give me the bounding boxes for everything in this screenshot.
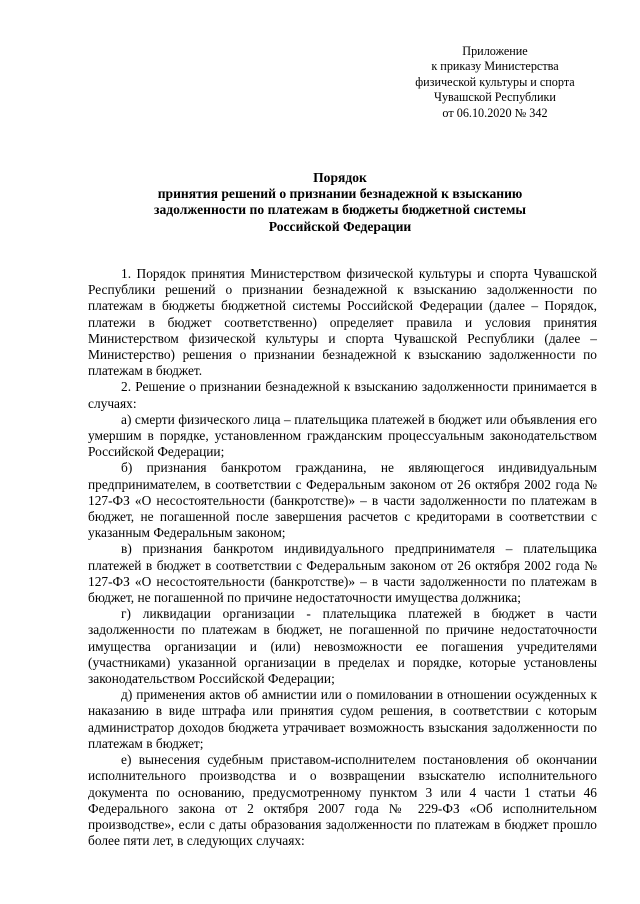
document-title (140, 170, 540, 235)
appendix-line: к приказу Министерства (431, 59, 559, 74)
paragraph-2v: в) признания банкротом индивидуального предпринимателя – плательщика платежей в бюджет в соответствии с Федеральным законом от 26 октября 2002 года № 127-ФЗ «О несостоятельности (банкротстве)» – в части задолженности по платежам в бюджет, не погашенной по причине недостаточности имущества должника; (88, 541, 597, 606)
paragraph-2b: б) признания банкротом гражданина, не являющегося индивидуальным предпринимателем, в соответствии с Федеральным законом от 26 октября 2002 года № 127-ФЗ «О несостоятельности (банкротстве)» – в части задолженности по платежам в бюджет, не погашенной после завершения расчетов с кредиторами в соответствии с указанным Федеральным законом; (88, 460, 597, 541)
paragraph-2g: г) ликвидации организации - плательщика платежей в бюджет в части задолженности по платежам в бюджет, не погашенной по причине недостаточности имущества организации и (или) невозможности ее погашения учредителями (участниками) указанной организации в пределах и порядке, которые установлены законодательством Российской Федерации; (88, 606, 597, 687)
paragraph-1: 1. Порядок принятия Министерством физической культуры и спорта Чувашской Республики решений о признании безнадежной к взысканию задолженности по платежам в бюджеты бюджетной системы Российской Федерации (далее – Порядок, платежи в бюджет соответственно) определяет правила и условия принятия Министерством физической культуры и спорта Чувашской Республики (далее – Министерство) решения о признании безнадежной к взысканию задолженности по платежам в бюджет. (88, 266, 597, 379)
paragraph-2: 2. Решение о признании безнадежной к взысканию задолженности принимается в случаях: (88, 379, 597, 411)
paragraph-2e: е) вынесения судебным приставом-исполнителем постановления об окончании исполнительного производства и о возвращении взыскателю исполнительного документа по основанию, предусмотренному пунктом 3 или 4 части 1 статьи 46 Федерального закона от 2 октября 2007 года № 229-ФЗ «Об исполнительном производстве», если с даты образования задолженности по платежам в бюджет прошло более пяти лет, в следующих случаях: (88, 752, 597, 849)
title-line: Порядок (313, 170, 367, 185)
appendix-header (400, 44, 590, 121)
document-body (88, 266, 597, 849)
appendix-line: физической культуры и спорта (415, 74, 575, 89)
title-line: принятия решений о признании безнадежной к взысканию (157, 186, 523, 202)
appendix-line: Приложение (462, 44, 528, 58)
title-line: задолженности по платежам в бюджеты бюджетной системы (154, 202, 526, 218)
title-line: Российской Федерации (268, 218, 412, 234)
appendix-line: Чувашской Республики (434, 90, 556, 105)
paragraph-2d: д) применения актов об амнистии или о помиловании в отношении осужденных к наказанию в виде штрафа или принятия судом решения, в соответствии с которым администратор доходов бюджета утрачивает возможность взыскания задолженности по платежам в бюджет; (88, 687, 597, 751)
appendix-line: от 06.10.2020 № 342 (442, 105, 548, 120)
paragraph-2a: а) смерти физического лица – плательщика платежей в бюджет или объявления его умершим в порядке, установленном гражданским процессуальным законодательством Российской Федерации; (88, 411, 597, 460)
